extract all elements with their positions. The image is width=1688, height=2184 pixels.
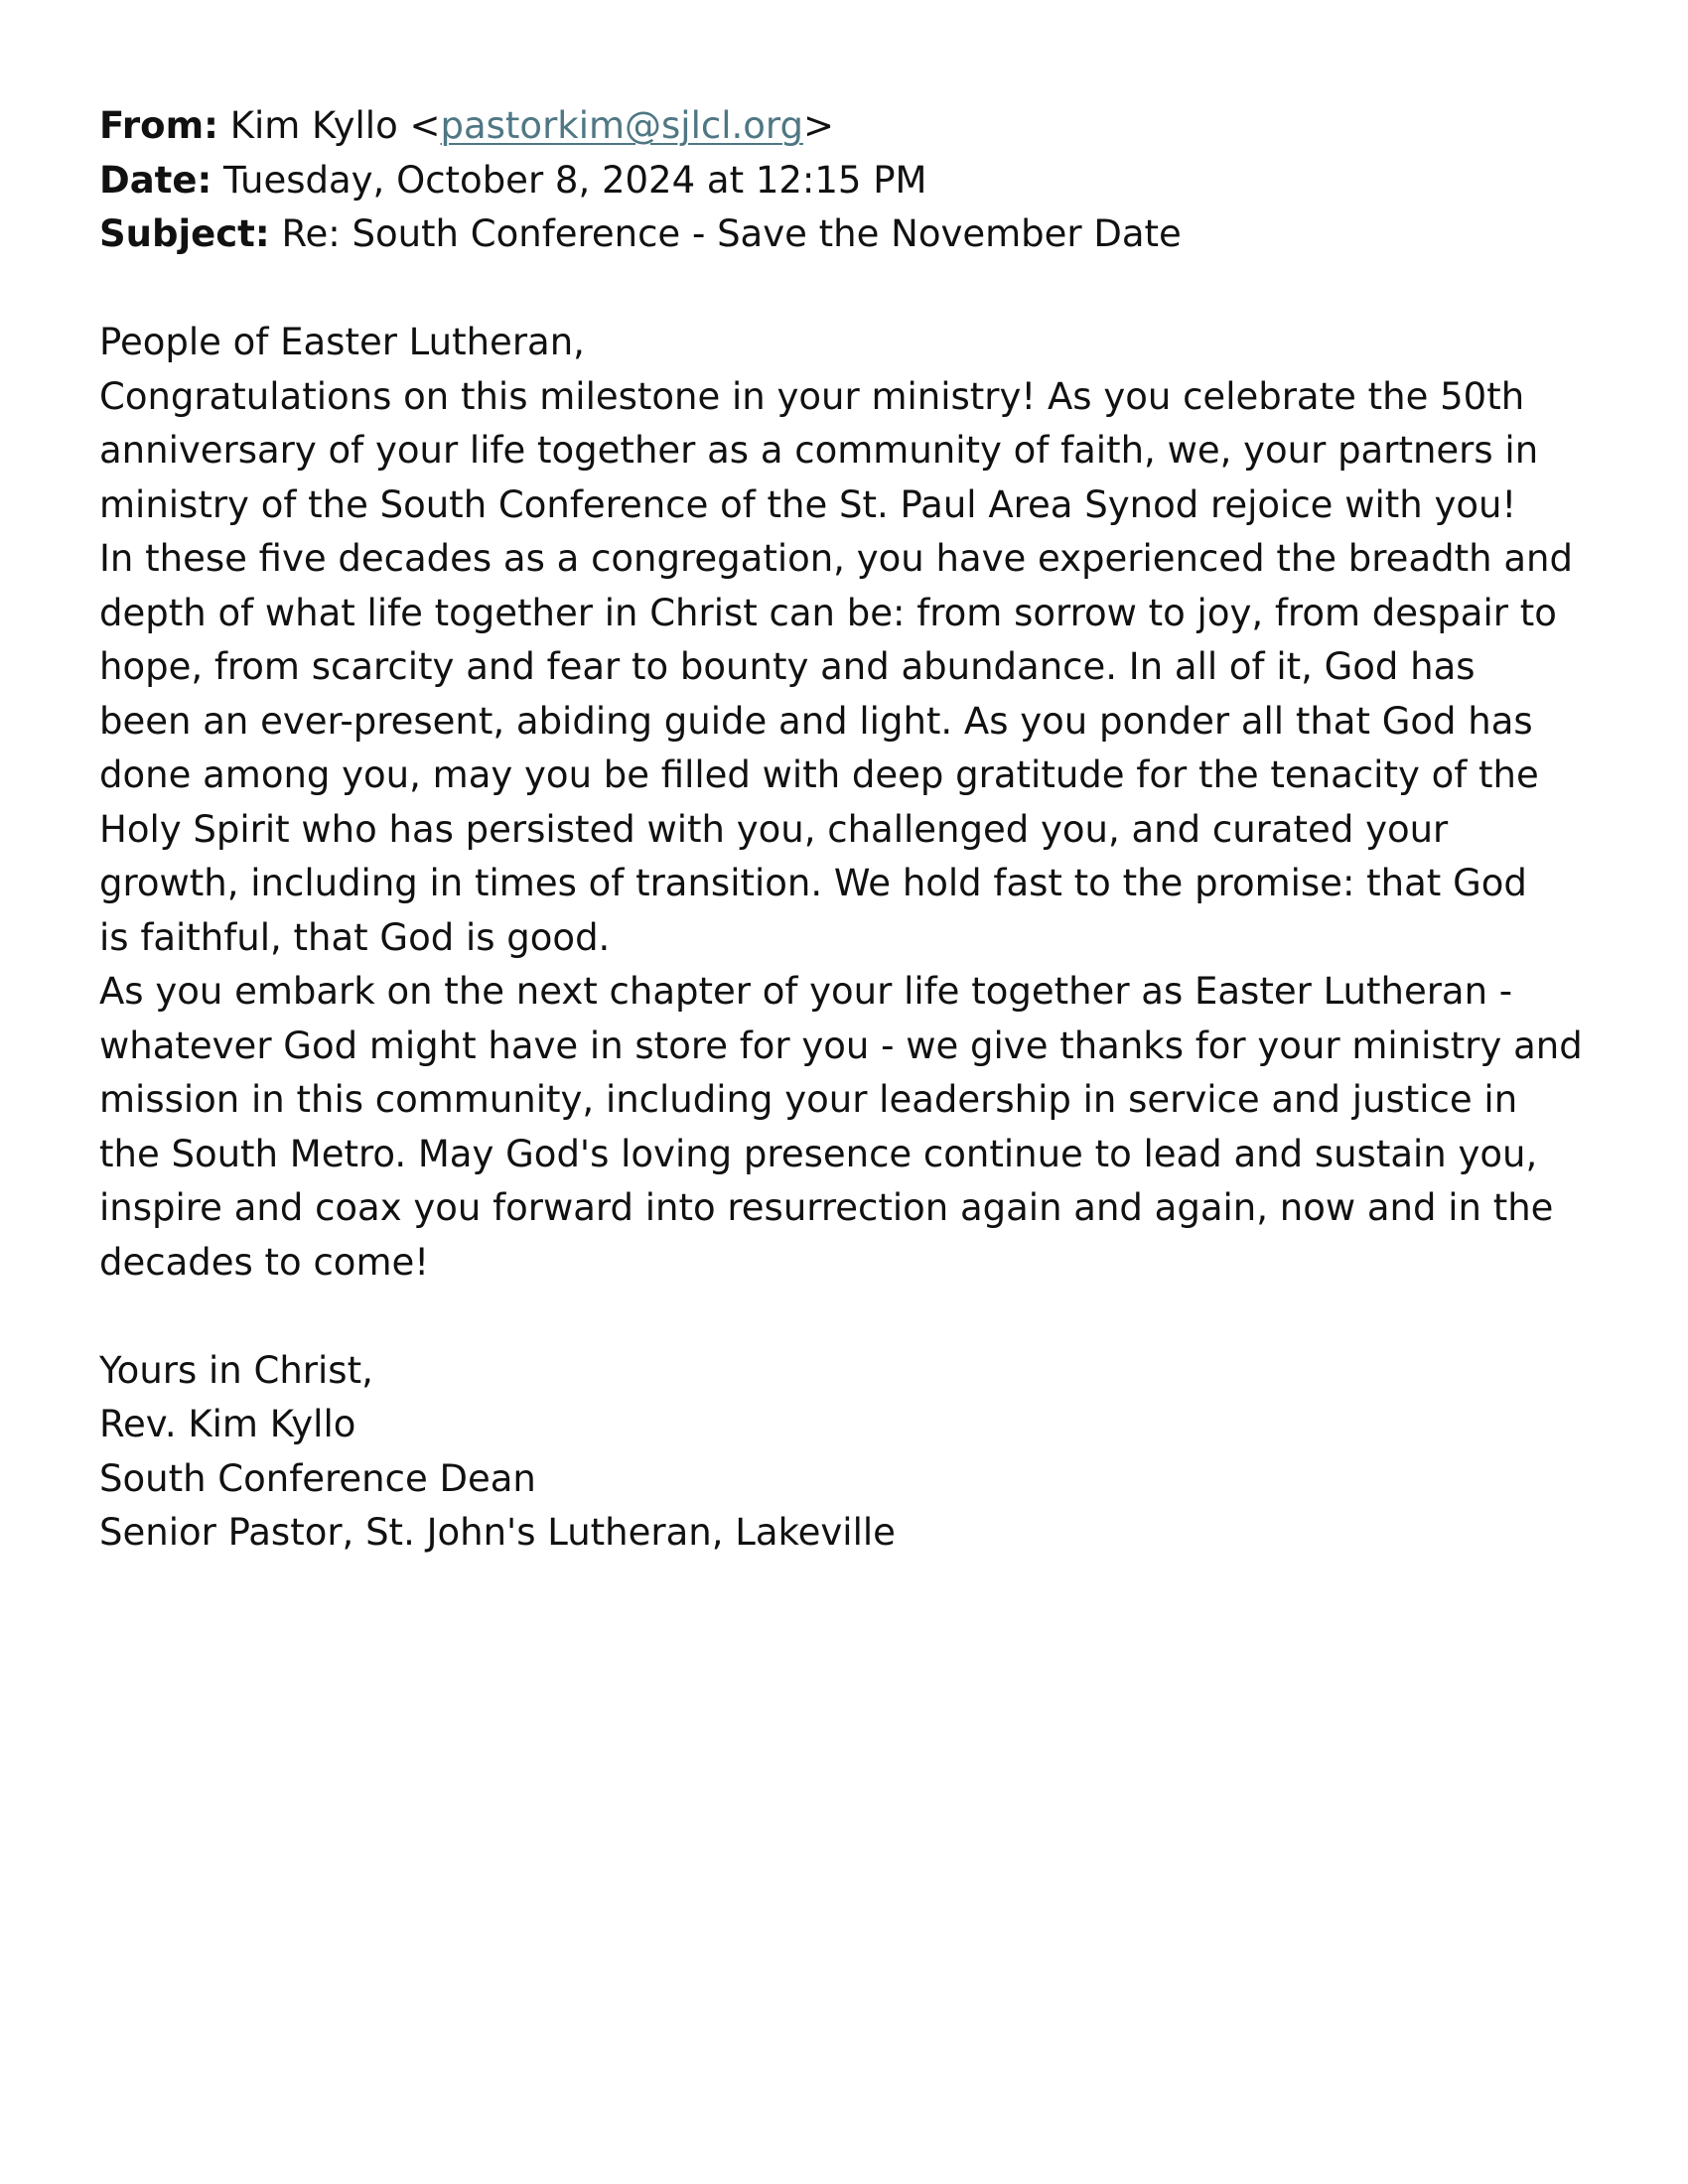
- body-line: Congratulations on this milestone in your ministry! As you celebrate the 50th: [99, 374, 1525, 418]
- signature-title: Senior Pastor, St. John's Lutheran, Lakeville: [99, 1511, 896, 1554]
- email-header: [99, 99, 1589, 262]
- body-line: In these five decades as a congregation, you have experienced the breadth and: [99, 537, 1573, 580]
- body-line: Holy Spirit who has persisted with you, challenged you, and curated your: [99, 807, 1449, 851]
- body-line: mission in this community, including your leadership in service and justice in: [99, 1078, 1518, 1121]
- body-line: depth of what life together in Christ can be: from sorrow to joy, from despair to: [99, 591, 1557, 634]
- from-label: From:: [99, 104, 218, 147]
- body-line: hope, from scarcity and fear to bounty and abundance. In all of it, God has: [99, 645, 1476, 688]
- spacer: [99, 1290, 1589, 1344]
- body-line: People of Easter Lutheran,: [99, 321, 585, 363]
- body-line: is faithful, that God is good.: [99, 915, 611, 959]
- body-line: inspire and coax you forward into resurrection again and again, now and in the: [99, 1186, 1554, 1229]
- date-value: Tuesday, October 8, 2024 at 12:15 PM: [223, 158, 927, 202]
- date-line: [99, 154, 1589, 208]
- body-line: ministry of the South Conference of the St. Paul Area Synod rejoice with you!: [99, 482, 1517, 526]
- body-line: decades to come!: [99, 1240, 430, 1284]
- signature-name: Rev. Kim Kyllo: [99, 1403, 356, 1445]
- body-line: done among you, may you be filled with deep gratitude for the tenacity of the: [99, 753, 1539, 796]
- from-name: Kim Kyllo <: [229, 104, 441, 147]
- signature-closing: Yours in Christ,: [99, 1348, 373, 1392]
- body-line: growth, including in times of transition. We hold fast to the promise: that God: [99, 862, 1527, 904]
- date-label: Date:: [99, 158, 212, 202]
- subject-value: Re: South Conference - Save the November Date: [281, 212, 1182, 255]
- body-line: anniversary of your life together as a community of faith, we, your partners in: [99, 429, 1539, 472]
- body-line: the South Metro. May God's loving presence continue to lead and sustain you,: [99, 1132, 1538, 1175]
- email-body: [99, 316, 1589, 1290]
- signature-title: South Conference Dean: [99, 1456, 536, 1500]
- subject-line: [99, 207, 1589, 262]
- sender-email-link[interactable]: pastorkim@sjlcl.org: [440, 104, 803, 147]
- from-line: [99, 99, 1589, 154]
- body-line: been an ever-present, abiding guide and light. As you ponder all that God has: [99, 699, 1533, 743]
- email-document: [99, 99, 1589, 1561]
- from-close: >: [802, 104, 834, 147]
- signature-block: [99, 1344, 1589, 1561]
- body-line: As you embark on the next chapter of your life together as Easter Lutheran -: [99, 970, 1513, 1013]
- body-line: whatever God might have in store for you - we give thanks for your ministry and: [99, 1024, 1583, 1067]
- subject-label: Subject:: [99, 212, 270, 255]
- spacer: [99, 262, 1589, 317]
